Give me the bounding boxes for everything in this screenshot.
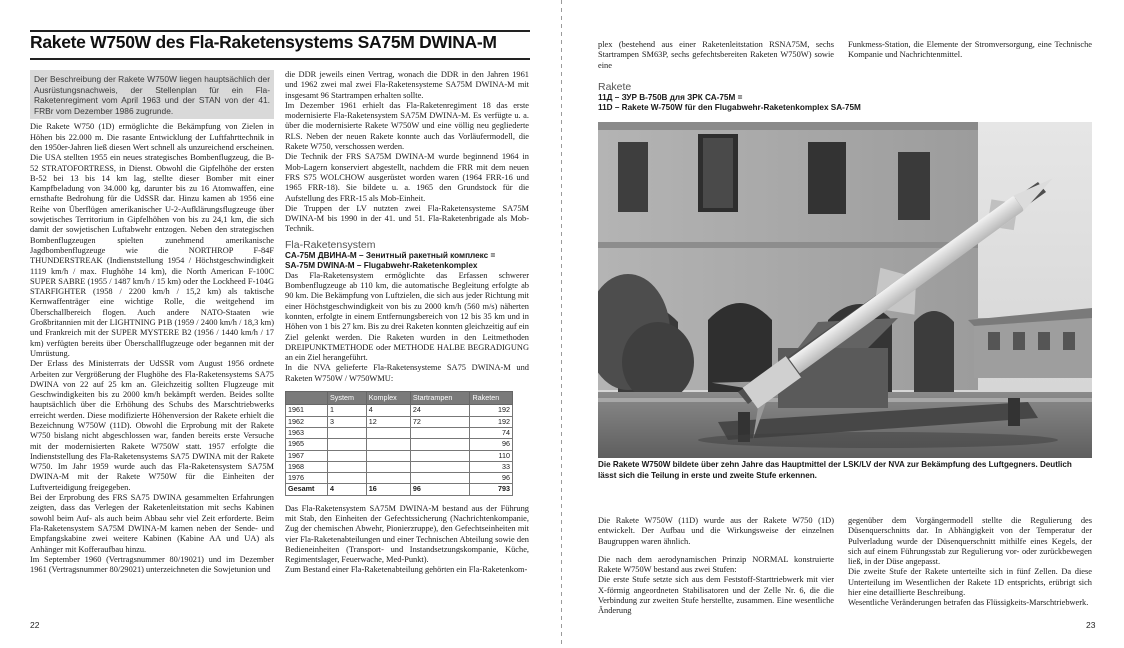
- paragraph: Die Technik der FRS SA75M DWINA-M wurde beginnend 1964 in Mob-Lagern konserviert abgestellt, nachdem die FRR mit dem neuen FRS S75 WOLCHOW ausgerüstet worden waren (1964 FRR-16 und 1965 FRR-18). Sie bildete u. a. 1965 den Grundstock für die Aufstellung des FRR-15 als Mob-Einheit.: [285, 152, 529, 203]
- paragraph: Zum Bestand einer Fla-Raketenabteilung gehörten ein Fla-Raketenkom-: [285, 565, 528, 575]
- paragraph: Das Fla-Raketensystem SA75M DWINA-M bestand aus der Führung mit Stab, den Einheiten der Gefechtssicherung (Nachrichtenkompanie, Zug der chemischen Abwehr, Pionierzruppe), den Gefechtseinheiten mit vier Fla-Raketenabteilungen und einer Technischen Abteilung sowie den Bedieneinheiten (Transport- und Instandsetzungskompanie, Küche, Regimentslager, Feuerwache, Med-Punkt).: [285, 503, 529, 565]
- intro-box: Der Beschreibung der Rakete W750W liegen hauptsächlich der Ausrüstungsnachweis, der Stellenplan für ein Fla-Raketenregiment vom April 1963 und der STAN von der 41. FRBr vom Dezember 1986 zugrunde.: [30, 70, 274, 119]
- table-header-cell: Raketen: [470, 392, 513, 405]
- section-heading: Rakete: [598, 80, 632, 93]
- table-cell: 74: [470, 427, 513, 438]
- table-header-cell: Komplex: [366, 392, 410, 405]
- table-cell: 1961: [286, 405, 328, 416]
- paragraph: gegenüber dem Vorgängermodell stellte die Regulierung des Düsenquerschnitts dar. In Abhängigkeit von der Temperatur der Pulverladung wurde der Düsenquerschnitt mithilfe eines Kegels, der sich auf einem Führungsstab zur Regulierung vor- oder zurückbewegen ließ, in der Düse angepasst.: [848, 516, 1092, 567]
- page-number: 22: [30, 620, 40, 630]
- table-header-row: [286, 392, 513, 405]
- title-bottom-rule: [30, 58, 530, 60]
- paragraph: Wesentliche Veränderungen betrafen das Flüssigkeits-Marschtriebwerk.: [848, 598, 1089, 608]
- table-header-cell: Startrampen: [410, 392, 470, 405]
- table-row: [286, 427, 513, 438]
- table-cell: 1967: [286, 450, 328, 461]
- section-subtitle-german: SA-75M DWINA-M – Flugabwehr-Raketenkomplex: [285, 260, 478, 270]
- right-page: [562, 0, 1124, 648]
- paragraph: In die NVA gelieferte Fla-Raketensysteme SA75 DWINA-M und Raketen W750W / W750WMU:: [285, 363, 529, 383]
- table-row: [286, 405, 513, 416]
- table-cell: [410, 450, 470, 461]
- table-cell: 4: [327, 484, 366, 495]
- table-cell: 96: [470, 439, 513, 450]
- paragraph: Im Dezember 1961 erhielt das Fla-Raketenregiment 18 das erste modernisierte Fla-Raketensystem SA75M DWINA-M. Es verfügte u. a. über die modernisierte Rakete W750W und eine völlig neu gegliederte RLS. Neben der neuen Rakete konnte auch das Vorläufermodell, die Rakete W750, verschossen werden.: [285, 100, 529, 152]
- paragraph: plex (bestehend aus einer Raketenleitstation RSNA75M, sechs Startrampen SM63P, sechs gefechtsbereiten Raketen W750W) sowie eine: [598, 40, 834, 70]
- table-cell: 1965: [286, 439, 328, 450]
- left-column-2: [285, 70, 529, 576]
- table-cell: 1963: [286, 427, 328, 438]
- right-bottom-column-1: [598, 516, 834, 617]
- table-cell: [410, 461, 470, 472]
- rocket-photo: [598, 122, 1092, 458]
- page-title: Rakete W750W des Fla-Raketensystems SA75M DWINA-M: [30, 32, 497, 52]
- section-subtitle-german: 11D – Rakete W-750W für den Flugabwehr-Raketenkomplex SA-75M: [598, 102, 861, 112]
- table-cell: [410, 439, 470, 450]
- paragraph: Im September 1960 (Vertragsnummer 80/19021) und im Dezember 1961 (Vertragsnummer 80/29021) unterzeichneten die Sowjetunion und: [30, 554, 274, 575]
- table-cell: 793: [470, 484, 513, 495]
- paragraph: Die Truppen der LV nutzten zwei Fla-Raketensysteme SA75M DWINA-M bis 1990 in der 41. und 51. Fla-Raketenbrigade als Mob-Technik.: [285, 203, 529, 234]
- paragraph: Die nach dem aerodynamischen Prinzip NORMAL konstruierte Rakete W750W bestand aus zwei Stufen:: [598, 554, 834, 575]
- table-cell: 3: [327, 416, 366, 427]
- right-bottom-column-2: [848, 516, 1092, 609]
- table-cell: [327, 473, 366, 484]
- table-row: [286, 416, 513, 427]
- table-cell: 96: [410, 484, 470, 495]
- deliveries-table: [285, 391, 513, 496]
- paragraph: Die Rakete W750 (1D) ermöglichte die Bekämpfung von Zielen in Höhen bis 22.000 m. Die rasante Entwicklung der Luftfahrttechnik in den 1950er-Jahren ließ diesen Wert schnell als unzureichend erscheinen. Die USA stellten 1955 ein neues strategisches Bombenflugzeug, die B-52 STRATOFORTRESS, in Dienst. Obwohl die Gipfelhöhe der ersten B-52 bei 13 bis 14 km lag, stellte dieser Bomber mit einer Kampfbeladung von 34.000 kg, darunter bis zu 16 Atomwaffen, eine ernsthafte Bedrohung für die UdSSR dar. Hinzu kamen ab 1956 eine Reihe von Überflügen amerikanischer U-2-Aufklärungsflugzeuge über sowjetisches Territorium in Gipfelhöhen von bis zu 24,1 km, die sich damit der sowjetischen Luftabwehr entzogen. Neben den strategischen Bombenflugzeugen spielten zunehmend amerikanische Jagdbombenflugzeuge wie die NORTHROP F-84F THUNDERSTREAK (Indienststellung 1954 / Höchstgeschwindigkeit 1119 km/h / max. Flughöhe 14 km), die North American F-100C SUPER SABRE (1955 / 1487 km/h / 15 km) oder the Lockheed F-104G STARFIGHTER (1958 / 2200 km/h / 15,2 km) als taktische Kernwaffenträger eine wichtige Rolle, die weitgehend im Überschallbereich flogen. Auch andere NATO-Staaten wie Großbritannien mit der LIGHTNING P1B (1959 / 2400 km/h / 18,3 km) und Frankreich mit der SUPER MYSTERE B2 (1956 / 1440 km/h / 17 km) verfügten bereits über Überschallflugzeuge oder begannen mit der Umrüstung.: [30, 122, 274, 358]
- table-cell: [366, 473, 410, 484]
- section-heading: Fla-Raketensystem: [285, 238, 376, 251]
- table-cell: 1962: [286, 416, 328, 427]
- paragraph: die DDR jeweils einen Vertrag, wonach die DDR in den Jahren 1961 und 1962 zwei mal zwei Fla-Raketensysteme SA75M DWINA-M mit insgesamt 96 Startrampen erhalten sollte.: [285, 70, 529, 100]
- paragraph: Die Rakete W750W (11D) wurde aus der Rakete W750 (1D) entwickelt. Der Aufbau und die Wirkungsweise der einzelnen Baugruppen waren ähnlich.: [598, 516, 834, 546]
- photo-caption: Die Rakete W750W bildete über zehn Jahre das Hauptmittel der LSK/LV der NVA zur Bekämpfung des Luftgegners. Deutlich lässt sich die Teilung in erste und zweite Stufe erkennen.: [598, 460, 1072, 480]
- table-cell: 1968: [286, 461, 328, 472]
- table-cell: 12: [366, 416, 410, 427]
- table-cell: [366, 461, 410, 472]
- table-cell: [366, 427, 410, 438]
- table-cell: 96: [470, 473, 513, 484]
- table-cell: 4: [366, 405, 410, 416]
- table-cell: 72: [410, 416, 470, 427]
- table-cell: 192: [470, 416, 513, 427]
- paragraph: Die erste Stufe setzte sich aus dem Feststoff-Starttriebwerk mit vier X-förmig angeordneten Stabilisatoren und der Zelle Nr. 6, die die Verbindung zur zweiten Stufe herstellte, zusammen. Eine wesentliche Änderung: [598, 575, 834, 616]
- table-cell: 33: [470, 461, 513, 472]
- table-cell: 192: [470, 405, 513, 416]
- table-cell: [410, 427, 470, 438]
- right-top-column-1: [598, 40, 861, 113]
- table-row: [286, 473, 513, 484]
- table-cell: [327, 450, 366, 461]
- table-cell: [327, 439, 366, 450]
- right-top-column-2: [848, 40, 1092, 61]
- table-row: [286, 450, 513, 461]
- table-cell: [366, 439, 410, 450]
- paragraph: Der Erlass des Ministerrats der UdSSR vom August 1956 ordnete Arbeiten zur Vergrößerung der Flughöhe des Fla-Raketensystems SA75 DWINA von 22 auf 25 km an. Gleichzeitig sollten Flugzeuge mit Geschwindigkeiten bis zu 2000 km/h bekämpft werden. Beides sollte hauptsächlich über die Erhöhung des Schubs des Marschtriebwerks erreicht werden. Diese modifizierte Höhenversion der Rakete erhielt die Bezeichnung W750W (11D). Obwohl die Erprobung mit der Rakete W750 bislang nicht abgeschlossen war, fanden bereits erste Versuche mit der modernisierten Rakete W750W statt. 1957 erfolgte die Indienststellung des Fla-Raketensystems SA75 DWINA mit der Rakete W750. Im Jahr 1959 wurde auch das Fla-Raketensystem SA75M DWINA-M mit der Rakete W750W für die Einheiten der Luftverteidigung freigegeben.: [30, 359, 274, 492]
- page-number: 23: [1086, 620, 1096, 630]
- paragraph: Das Fla-Raketensystem ermöglichte das Erfassen schwerer Bombenflugzeuge ab 110 km, die automatische Begleitung erfolgte ab 90 km. Die Bekämpfung von Luftzielen, die sich aus jeder Richtung mit einer Höchstgeschwindigkeit von bis zu 2000 km/h (560 m/s) näherten konnten, erfolgte in einem Entfernungsbereich von 12 bis 35 km und in Höhen von 1 bis 27 km. Bis zu drei Raketen konnten gleichzeitig auf ein Ziel gelenkt werden. Die Raketen wurden in den Leitmethoden DREIPUNKTMETHODE oder METHODE HALBE BEGRADIGUNG an ein Ziel herangeführt.: [285, 270, 529, 363]
- paragraph: Bei der Erprobung des FRS SA75 DWINA gesammelten Erfahrungen zeigten, dass das Verlegen der Raketenleitstation mit sechs Kabinen sowohl beim Auf- als auch beim Abbau sehr viel Zeit erforderte. Beim Fla-Raketensystem SA75M DWINA-M kamen neben der Sende- und Empfangskabine zwei weitere Kabinen (Kabine AA und UA) als Anhänger mit Kofferaufbau hinzu.: [30, 493, 274, 554]
- table-cell: 110: [470, 450, 513, 461]
- table-cell: [366, 450, 410, 461]
- left-column-1: [30, 70, 274, 575]
- table-cell: 1976: [286, 473, 328, 484]
- table-cell: 1: [327, 405, 366, 416]
- table-header-cell: [286, 392, 328, 405]
- table-cell: 24: [410, 405, 470, 416]
- table-total-row: [286, 484, 513, 495]
- table-cell: [410, 473, 470, 484]
- table-cell: Gesamt: [286, 484, 328, 495]
- table-cell: [327, 427, 366, 438]
- table-row: [286, 461, 513, 472]
- table-header-cell: System: [327, 392, 366, 405]
- table-row: [286, 439, 513, 450]
- section-subtitle-russian: CA-75M ДВИНА-М – Зенитный ракетный комплекс =: [285, 250, 496, 260]
- section-subtitle-russian: 11Д – ЗУР В-750В для ЗРК СА-75М =: [598, 92, 743, 102]
- paragraph: Die zweite Stufe der Rakete unterteilte sich in fünf Zellen. Da diese Unterteilung im Wesentlichen der Rakete 1D entsprichts, erübrigt sich hier eine detaillierte Beschreibung.: [848, 567, 1092, 598]
- paragraph: Funkmess-Station, die Elemente der Stromversorgung, eine Technische Kompanie und Nachrichtenmittel.: [848, 40, 1092, 60]
- table-cell: 16: [366, 484, 410, 495]
- table-cell: [327, 461, 366, 472]
- rocket-photo-illustration: [598, 122, 1092, 458]
